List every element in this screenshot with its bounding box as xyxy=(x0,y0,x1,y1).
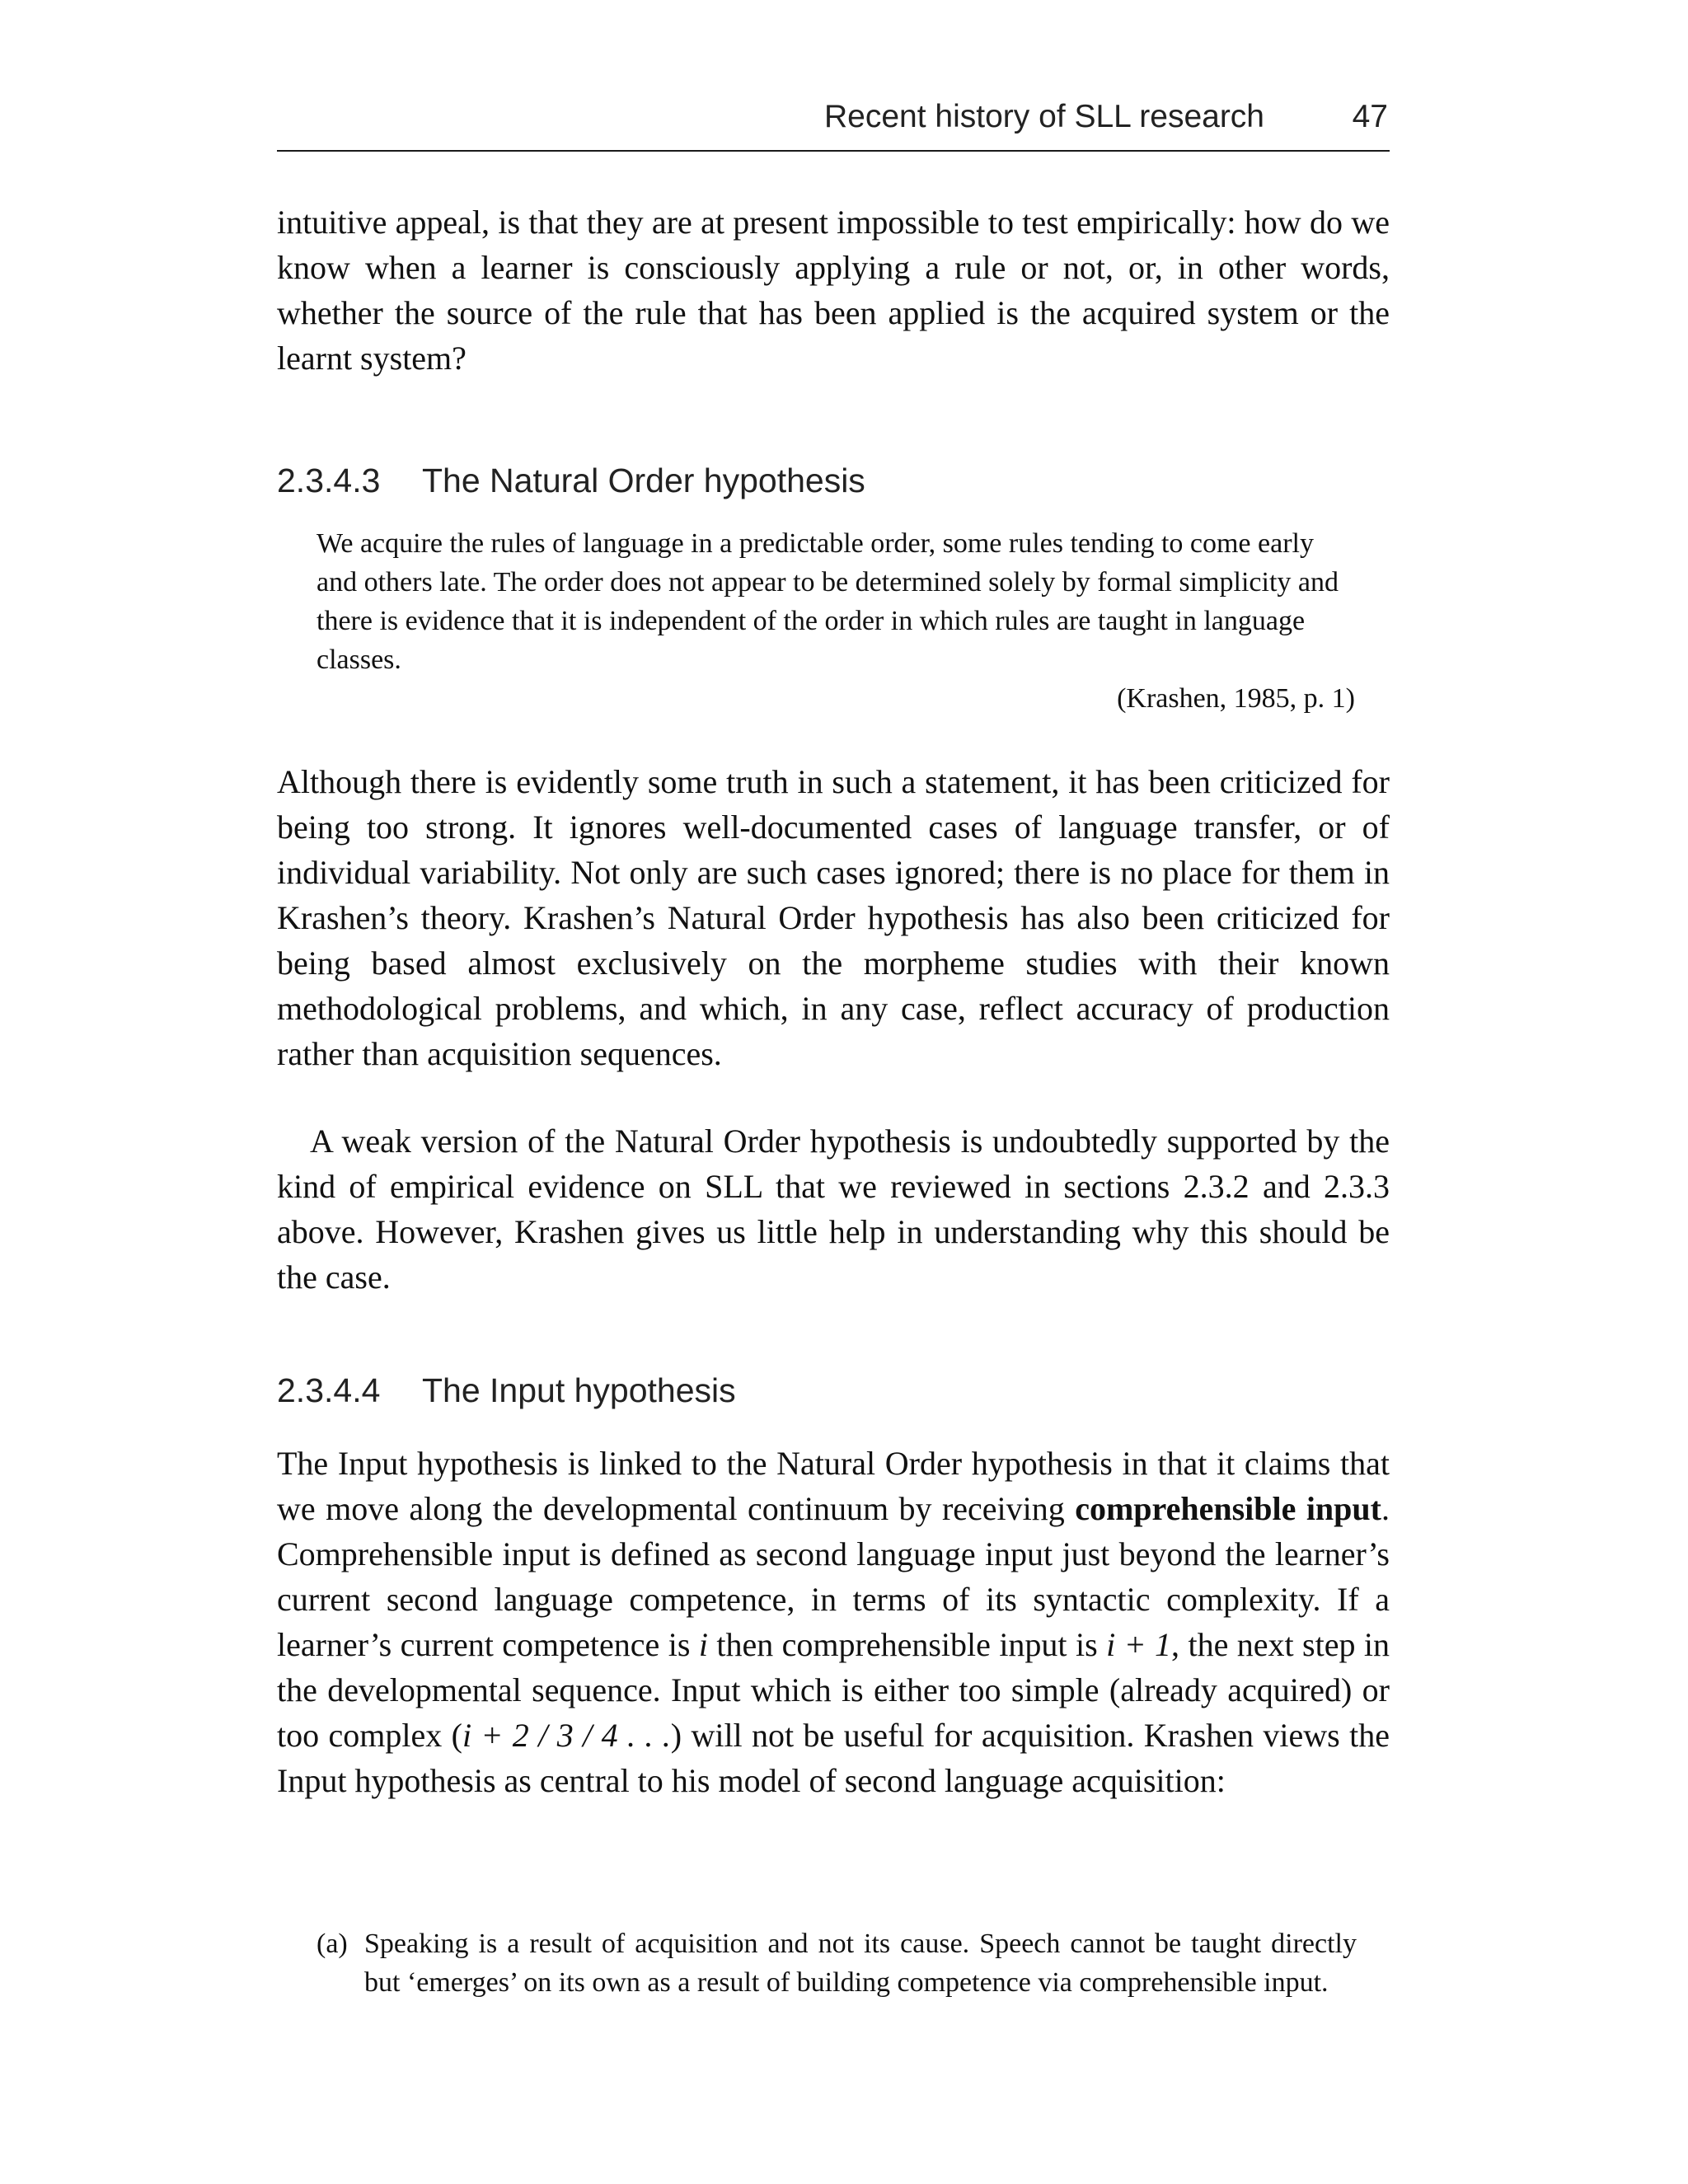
quote-citation: (Krashen, 1985, p. 1) xyxy=(1117,683,1355,714)
section-number: 2.3.4.3 xyxy=(277,462,381,499)
section-title: The Natural Order hypothesis xyxy=(422,462,865,499)
section-heading-input xyxy=(277,1371,736,1410)
running-head xyxy=(277,92,1390,152)
math-variable: i xyxy=(698,1626,708,1663)
text-run: then comprehensible input is xyxy=(707,1626,1107,1663)
paragraph-input-hypothesis xyxy=(277,1441,1390,1803)
text-run: ) will not be useful for acquisition. Krashen views the Input hypothesis as central to his model of second language acquisition: xyxy=(277,1717,1390,1799)
block-quote: We acquire the rules of language in a predictable order, some rules tending to come early and others late. The order does not appear to be determined solely by formal simplicity and there is evidence that it is independent of the order in which rules are taught in language classes. xyxy=(316,528,1339,675)
list-item-text: Speaking is a result of acquisition and not its cause. Speech cannot be taught directly but ‘emerges’ on its own as a result of building competence via comprehensible input. xyxy=(364,1929,1357,1998)
math-expression: i + 2 / 3 / 4 . . . xyxy=(462,1717,671,1754)
text-run: The Input hypothesis is linked to the Natural Order hypothesis in that it claims that we move along the developmental continuum by receiving xyxy=(277,1445,1390,1527)
running-head-title: Recent history of SLL research xyxy=(824,99,1264,134)
paragraph-criticism: Although there is evidently some truth in such a statement, it has been criticized for being too strong. It ignores well-documented cases of language transfer, or of individual variability. Not only are such cases ignored; there is no place for them in Krashen’s theory. Krashen’s Natural Order hypothesis has also been criticized for being based almost exclusively on the morpheme studies with their known methodological problems, and which, in any case, reflect accuracy of production rather than acquisition sequences. xyxy=(277,763,1390,1072)
page-number: 47 xyxy=(1352,99,1388,134)
bold-term: comprehensible input xyxy=(1075,1490,1381,1527)
text-run: . Comprehensible input is defined as second language input just beyond the learner’s current second language competence, in terms of its syntactic complexity. If a learner’s current competence is xyxy=(277,1490,1390,1663)
text-run: , the next step in the developmental sequence. Input which is either too simple (already acquired) or too complex ( xyxy=(277,1626,1390,1754)
section-number: 2.3.4.4 xyxy=(277,1371,381,1409)
list-item xyxy=(316,1924,1357,2002)
math-expression: i + 1 xyxy=(1106,1626,1172,1663)
list-marker: (a) xyxy=(316,1929,348,1959)
section-heading-natural-order xyxy=(277,462,865,500)
paragraph-weak-version: A weak version of the Natural Order hypothesis is undoubtedly supported by the kind of empirical evidence on SLL that we reviewed in sections 2.3.2 and 2.3.3 above. However, Krashen gives us little help in understanding why this should be the case. xyxy=(277,1122,1390,1296)
section-title: The Input hypothesis xyxy=(422,1371,736,1409)
paragraph-continuation: intuitive appeal, is that they are at present impossible to test empirically: how do we know when a learner is consciously applying a rule or not, or, in other words, whether the source of the rule that has been applied is the acquired system or the learnt system? xyxy=(277,204,1390,377)
